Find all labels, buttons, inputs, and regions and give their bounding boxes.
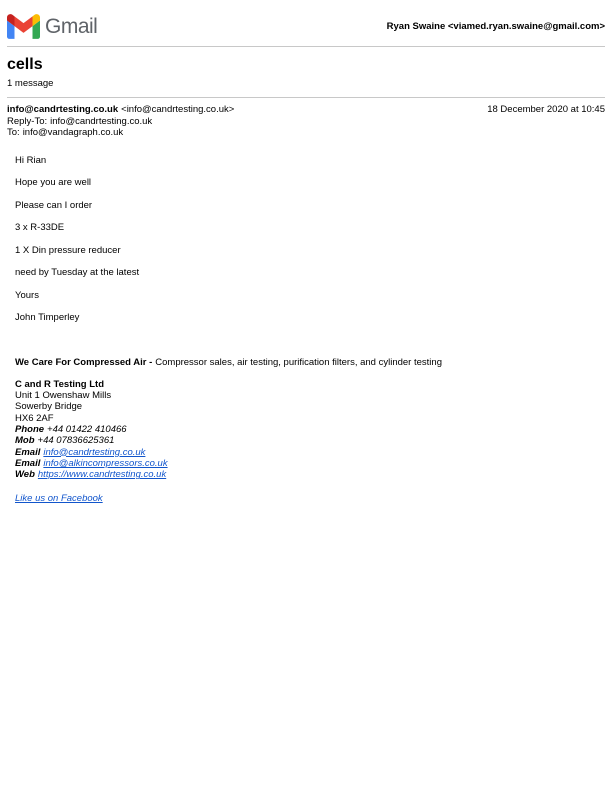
- email-link-alkincompressors[interactable]: info@alkincompressors.co.uk: [43, 457, 168, 469]
- signature-tagline: [15, 357, 605, 368]
- print-header: [7, 14, 605, 46]
- to-line: [7, 127, 605, 139]
- body-line: Yours: [15, 289, 39, 301]
- email-line: [15, 458, 605, 469]
- gmail-logo: [7, 14, 97, 39]
- to-address: info@vandagraph.co.uk: [22, 127, 124, 138]
- body-line: Hi Rian: [15, 154, 47, 166]
- tagline-bold: We Care For Compressed Air -: [15, 356, 153, 368]
- message-header: [7, 98, 605, 139]
- mobile-line: [15, 435, 605, 446]
- gmail-logo-text: Gmail: [45, 15, 98, 38]
- email-label: Email: [15, 446, 41, 458]
- body-line: Please can I order: [15, 199, 93, 211]
- reply-to-line: [7, 116, 605, 128]
- company-name: C and R Testing Ltd: [15, 378, 105, 390]
- email-label: Email: [15, 457, 41, 469]
- body-line: need by Tuesday at the latest: [15, 267, 140, 278]
- web-line: [15, 469, 605, 480]
- body-line: John Timperley: [15, 312, 80, 323]
- message-date: 18 December 2020 at 10:45: [487, 104, 605, 115]
- mobile-number: +44 07836625361: [37, 435, 115, 447]
- phone-label: Phone: [15, 423, 45, 435]
- facebook-link[interactable]: Like us on Facebook: [15, 493, 103, 505]
- tagline-rest: Compressor sales, air testing, purification filters, and cylinder testing: [155, 356, 442, 368]
- phone-line: [15, 424, 605, 435]
- message-count: 1 message: [7, 78, 54, 89]
- reply-to-label: Reply-To:: [7, 115, 48, 127]
- gmail-m-icon: [7, 14, 40, 39]
- reply-to-address: info@candrtesting.co.uk: [50, 115, 153, 127]
- facebook-row: [15, 493, 605, 504]
- body-line: 3 x R-33DE: [15, 222, 65, 233]
- email-signature: [7, 357, 605, 505]
- from-address: [7, 104, 234, 116]
- message-body: [7, 139, 605, 324]
- subject-block: [7, 47, 605, 97]
- body-line: 1 X Din pressure reducer: [15, 244, 121, 256]
- from-row: [7, 104, 605, 116]
- address-line: Sowerby Bridge: [15, 401, 83, 413]
- subject-title: cells: [7, 56, 43, 73]
- address-line: HX6 2AF: [15, 412, 54, 424]
- email-line: [15, 447, 605, 458]
- account-name: Ryan Swaine <viamed.ryan.swaine@gmail.com>: [386, 21, 605, 32]
- web-label: Web: [15, 469, 35, 481]
- website-link[interactable]: https://www.candrtesting.co.uk: [37, 469, 167, 481]
- from-email: <info@candrtesting.co.uk>: [121, 104, 235, 115]
- phone-number: +44 01422 410466: [47, 423, 127, 435]
- from-name: info@candrtesting.co.uk: [7, 104, 119, 115]
- email-link-candrtesting[interactable]: info@candrtesting.co.uk: [43, 446, 146, 458]
- to-label: To:: [7, 127, 20, 138]
- address-line: Unit 1 Owenshaw Mills: [15, 390, 112, 402]
- mobile-label: Mob: [15, 435, 35, 447]
- body-line: Hope you are well: [15, 177, 92, 188]
